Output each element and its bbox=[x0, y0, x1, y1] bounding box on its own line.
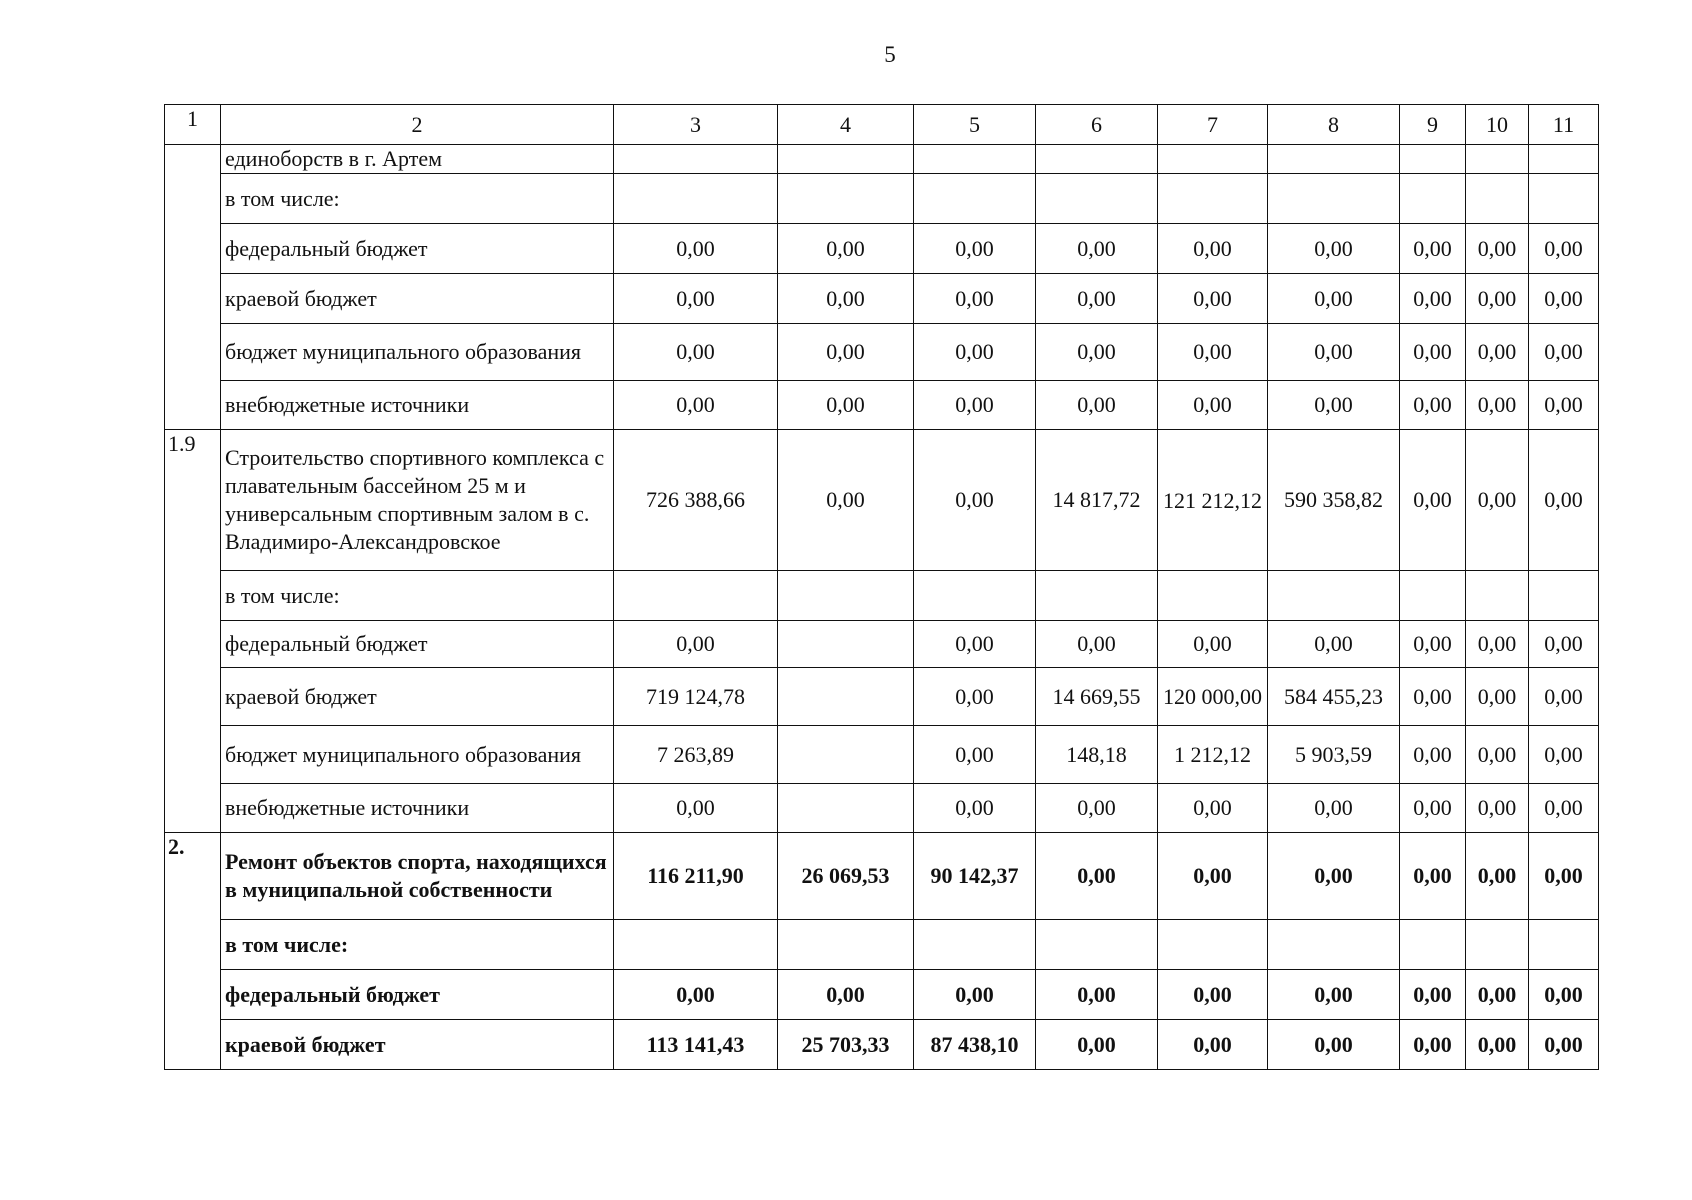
table-row bbox=[165, 833, 1599, 920]
value-cell: 0,00 bbox=[1400, 224, 1466, 274]
column-header: 10 bbox=[1466, 105, 1529, 145]
value-cell: 0,00 bbox=[1466, 726, 1529, 784]
value-cell: 25 703,33 bbox=[778, 1020, 914, 1070]
column-header: 6 bbox=[1036, 105, 1158, 145]
value-cell bbox=[614, 174, 778, 224]
value-cell bbox=[778, 920, 914, 970]
row-label: Ремонт объектов спорта, находящихся в муниципальной собственности bbox=[221, 833, 614, 920]
value-cell: 0,00 bbox=[778, 430, 914, 571]
column-header: 3 bbox=[614, 105, 778, 145]
value-cell: 0,00 bbox=[1400, 274, 1466, 324]
value-cell: 719 124,78 bbox=[614, 668, 778, 726]
table-row bbox=[165, 784, 1599, 833]
table-row bbox=[165, 1020, 1599, 1070]
value-cell bbox=[1268, 920, 1400, 970]
value-cell: 0,00 bbox=[1529, 274, 1599, 324]
value-cell: 0,00 bbox=[1529, 784, 1599, 833]
value-cell: 0,00 bbox=[914, 970, 1036, 1020]
value-cell: 0,00 bbox=[1268, 784, 1400, 833]
table-row bbox=[165, 970, 1599, 1020]
value-cell bbox=[914, 571, 1036, 621]
value-cell: 0,00 bbox=[1036, 621, 1158, 668]
header-row bbox=[165, 105, 1599, 145]
value-cell: 0,00 bbox=[1400, 970, 1466, 1020]
value-cell bbox=[1400, 145, 1466, 174]
value-cell: 148,18 bbox=[1036, 726, 1158, 784]
value-cell: 0,00 bbox=[1400, 726, 1466, 784]
value-cell: 0,00 bbox=[1268, 970, 1400, 1020]
value-cell: 0,00 bbox=[914, 381, 1036, 430]
column-header: 9 bbox=[1400, 105, 1466, 145]
value-cell bbox=[1400, 920, 1466, 970]
value-cell bbox=[1529, 571, 1599, 621]
value-cell: 0,00 bbox=[914, 274, 1036, 324]
table-row bbox=[165, 668, 1599, 726]
value-cell: 0,00 bbox=[1400, 833, 1466, 920]
value-cell: 0,00 bbox=[1466, 224, 1529, 274]
value-cell bbox=[1400, 174, 1466, 224]
value-cell bbox=[1466, 920, 1529, 970]
column-header: 7 bbox=[1158, 105, 1268, 145]
value-cell: 0,00 bbox=[1466, 970, 1529, 1020]
table-row bbox=[165, 571, 1599, 621]
value-cell: 1 212,12 bbox=[1158, 726, 1268, 784]
value-cell: 0,00 bbox=[1466, 668, 1529, 726]
value-cell: 0,00 bbox=[1158, 381, 1268, 430]
row-label: федеральный бюджет bbox=[221, 970, 614, 1020]
table-row bbox=[165, 621, 1599, 668]
value-cell: 0,00 bbox=[1466, 324, 1529, 381]
value-cell bbox=[1158, 174, 1268, 224]
value-cell: 87 438,10 bbox=[914, 1020, 1036, 1070]
value-cell: 0,00 bbox=[914, 784, 1036, 833]
value-cell: 0,00 bbox=[1158, 833, 1268, 920]
row-label: краевой бюджет bbox=[221, 1020, 614, 1070]
value-cell: 113 141,43 bbox=[614, 1020, 778, 1070]
value-cell: 0,00 bbox=[1466, 833, 1529, 920]
value-cell: 5 903,59 bbox=[1268, 726, 1400, 784]
value-cell: 0,00 bbox=[914, 224, 1036, 274]
value-cell: 0,00 bbox=[614, 970, 778, 1020]
table-row bbox=[165, 381, 1599, 430]
value-cell: 590 358,82 bbox=[1268, 430, 1400, 571]
value-cell: 0,00 bbox=[1036, 324, 1158, 381]
value-cell: 0,00 bbox=[778, 381, 914, 430]
value-cell: 0,00 bbox=[1529, 224, 1599, 274]
value-cell: 0,00 bbox=[1158, 621, 1268, 668]
value-cell: 0,00 bbox=[1466, 784, 1529, 833]
value-cell: 0,00 bbox=[778, 324, 914, 381]
value-cell: 0,00 bbox=[614, 621, 778, 668]
value-cell: 0,00 bbox=[1529, 970, 1599, 1020]
value-cell: 0,00 bbox=[914, 621, 1036, 668]
value-cell: 0,00 bbox=[1268, 274, 1400, 324]
value-cell: 14 817,72 bbox=[1036, 430, 1158, 571]
value-cell bbox=[1268, 145, 1400, 174]
value-cell bbox=[1466, 571, 1529, 621]
table-row bbox=[165, 224, 1599, 274]
value-cell: 0,00 bbox=[1529, 833, 1599, 920]
page-number: 5 bbox=[884, 42, 896, 67]
value-cell bbox=[914, 920, 1036, 970]
value-cell bbox=[1529, 174, 1599, 224]
value-cell: 0,00 bbox=[1268, 324, 1400, 381]
value-cell bbox=[1158, 920, 1268, 970]
value-cell bbox=[1268, 571, 1400, 621]
value-cell: 584 455,23 bbox=[1268, 668, 1400, 726]
column-header: 8 bbox=[1268, 105, 1400, 145]
row-label: в том числе: bbox=[221, 920, 614, 970]
value-cell: 0,00 bbox=[778, 274, 914, 324]
value-cell: 0,00 bbox=[1466, 1020, 1529, 1070]
value-cell: 0,00 bbox=[1529, 324, 1599, 381]
value-cell: 0,00 bbox=[1400, 324, 1466, 381]
value-cell bbox=[614, 571, 778, 621]
row-label: бюджет муниципального образования bbox=[221, 324, 614, 381]
value-cell: 0,00 bbox=[914, 430, 1036, 571]
value-cell: 0,00 bbox=[1529, 621, 1599, 668]
value-cell: 0,00 bbox=[614, 274, 778, 324]
column-header: 11 bbox=[1529, 105, 1599, 145]
value-cell bbox=[1036, 571, 1158, 621]
row-label: краевой бюджет bbox=[221, 668, 614, 726]
value-cell: 0,00 bbox=[1466, 274, 1529, 324]
value-cell: 0,00 bbox=[614, 224, 778, 274]
value-cell bbox=[614, 920, 778, 970]
value-cell: 0,00 bbox=[1529, 668, 1599, 726]
value-cell bbox=[914, 145, 1036, 174]
value-cell bbox=[778, 668, 914, 726]
value-cell: 0,00 bbox=[1268, 833, 1400, 920]
value-cell bbox=[778, 571, 914, 621]
table-row bbox=[165, 145, 1599, 174]
value-cell: 0,00 bbox=[1529, 430, 1599, 571]
table-row bbox=[165, 274, 1599, 324]
value-cell: 0,00 bbox=[1268, 224, 1400, 274]
value-cell: 0,00 bbox=[1158, 274, 1268, 324]
column-header: 5 bbox=[914, 105, 1036, 145]
value-cell bbox=[1529, 920, 1599, 970]
value-cell bbox=[1036, 174, 1158, 224]
value-cell: 0,00 bbox=[1529, 381, 1599, 430]
value-cell: 0,00 bbox=[914, 726, 1036, 784]
value-cell: 0,00 bbox=[1268, 621, 1400, 668]
row-label: единоборств в г. Артем bbox=[221, 145, 614, 174]
value-cell: 0,00 bbox=[1466, 621, 1529, 668]
value-cell: 120 000,00 bbox=[1158, 668, 1268, 726]
value-cell: 0,00 bbox=[1036, 970, 1158, 1020]
value-cell: 0,00 bbox=[1036, 381, 1158, 430]
row-label: федеральный бюджет bbox=[221, 621, 614, 668]
value-cell bbox=[778, 145, 914, 174]
value-cell: 0,00 bbox=[1158, 784, 1268, 833]
value-cell: 121 212,12 bbox=[1158, 430, 1268, 571]
value-cell: 0,00 bbox=[614, 784, 778, 833]
value-cell bbox=[778, 784, 914, 833]
value-cell bbox=[1268, 174, 1400, 224]
value-cell: 0,00 bbox=[1400, 430, 1466, 571]
row-label: бюджет муниципального образования bbox=[221, 726, 614, 784]
table-row bbox=[165, 174, 1599, 224]
value-cell bbox=[1158, 145, 1268, 174]
row-label: в том числе: bbox=[221, 174, 614, 224]
value-cell bbox=[1400, 571, 1466, 621]
value-cell: 14 669,55 bbox=[1036, 668, 1158, 726]
row-number bbox=[165, 145, 221, 430]
value-cell: 0,00 bbox=[1268, 1020, 1400, 1070]
table-row bbox=[165, 324, 1599, 381]
value-cell bbox=[778, 726, 914, 784]
column-header: 4 bbox=[778, 105, 914, 145]
value-cell: 0,00 bbox=[778, 970, 914, 1020]
value-cell: 0,00 bbox=[1158, 324, 1268, 381]
value-cell: 116 211,90 bbox=[614, 833, 778, 920]
value-cell: 90 142,37 bbox=[914, 833, 1036, 920]
value-cell: 0,00 bbox=[1158, 1020, 1268, 1070]
value-cell bbox=[1466, 145, 1529, 174]
column-header: 1 bbox=[165, 105, 221, 145]
table-row bbox=[165, 726, 1599, 784]
value-cell: 726 388,66 bbox=[614, 430, 778, 571]
value-cell: 0,00 bbox=[1158, 224, 1268, 274]
value-cell: 0,00 bbox=[1529, 726, 1599, 784]
value-cell: 0,00 bbox=[914, 668, 1036, 726]
row-label: в том числе: bbox=[221, 571, 614, 621]
value-cell: 0,00 bbox=[914, 324, 1036, 381]
row-label: Строительство спортивного комплекса с плавательным бассейном 25 м и универсальным спортивным залом в с. Владимиро-Александровское bbox=[221, 430, 614, 571]
table-row bbox=[165, 920, 1599, 970]
value-cell: 0,00 bbox=[1400, 1020, 1466, 1070]
value-cell: 0,00 bbox=[1400, 621, 1466, 668]
value-cell: 0,00 bbox=[1158, 970, 1268, 1020]
value-cell: 0,00 bbox=[1036, 274, 1158, 324]
value-cell: 0,00 bbox=[1400, 668, 1466, 726]
value-cell: 0,00 bbox=[1036, 224, 1158, 274]
value-cell bbox=[778, 621, 914, 668]
value-cell: 0,00 bbox=[1400, 381, 1466, 430]
value-cell: 26 069,53 bbox=[778, 833, 914, 920]
row-label: внебюджетные источники bbox=[221, 381, 614, 430]
value-cell: 0,00 bbox=[614, 381, 778, 430]
value-cell bbox=[778, 174, 914, 224]
value-cell: 0,00 bbox=[614, 324, 778, 381]
value-cell bbox=[1466, 174, 1529, 224]
row-label: внебюджетные источники bbox=[221, 784, 614, 833]
value-cell: 0,00 bbox=[1036, 784, 1158, 833]
value-cell bbox=[1036, 920, 1158, 970]
value-cell: 0,00 bbox=[1036, 833, 1158, 920]
value-cell: 0,00 bbox=[1466, 430, 1529, 571]
row-label: краевой бюджет bbox=[221, 274, 614, 324]
row-number: 1.9 bbox=[165, 430, 221, 833]
value-cell: 7 263,89 bbox=[614, 726, 778, 784]
value-cell: 0,00 bbox=[1466, 381, 1529, 430]
value-cell bbox=[1158, 571, 1268, 621]
value-cell bbox=[914, 174, 1036, 224]
value-cell: 0,00 bbox=[1036, 1020, 1158, 1070]
value-cell: 0,00 bbox=[1529, 1020, 1599, 1070]
table-row bbox=[165, 430, 1599, 571]
column-header: 2 bbox=[221, 105, 614, 145]
row-number: 2. bbox=[165, 833, 221, 1070]
budget-table bbox=[164, 104, 1599, 1070]
row-label: федеральный бюджет bbox=[221, 224, 614, 274]
value-cell bbox=[614, 145, 778, 174]
value-cell: 0,00 bbox=[778, 224, 914, 274]
value-cell: 0,00 bbox=[1268, 381, 1400, 430]
value-cell bbox=[1529, 145, 1599, 174]
value-cell: 0,00 bbox=[1400, 784, 1466, 833]
value-cell bbox=[1036, 145, 1158, 174]
